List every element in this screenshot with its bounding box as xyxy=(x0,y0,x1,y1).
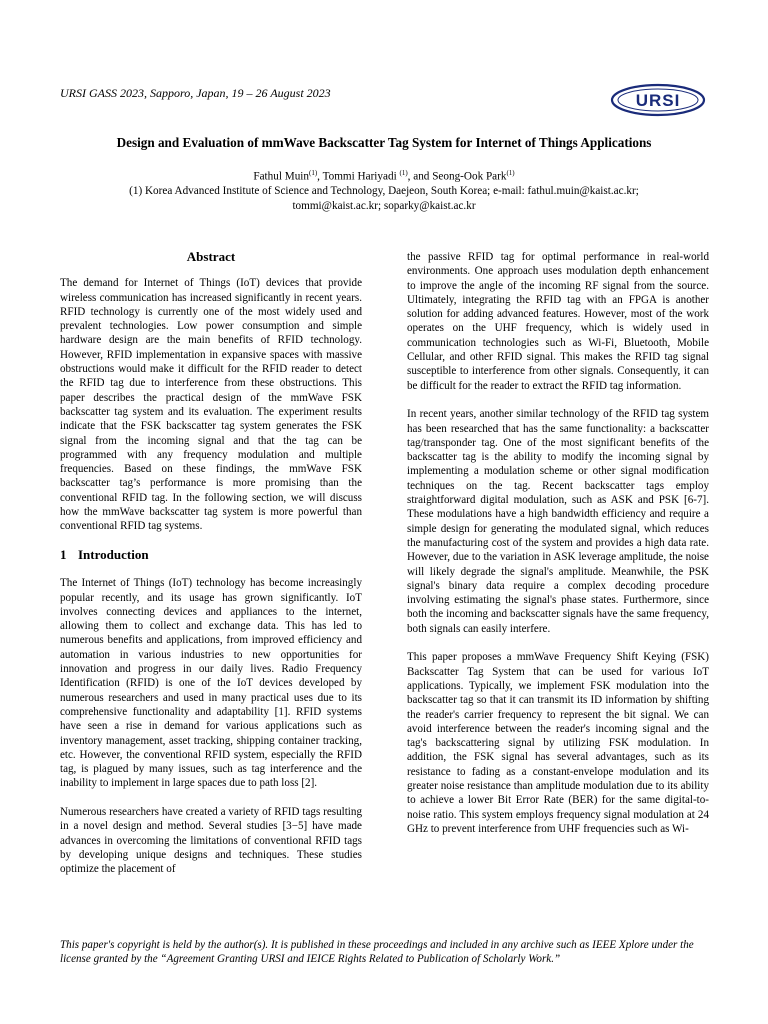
intro-paragraph-2: Numerous researchers have created a variety of RFID tags resulting in a novel design and method. Several studies [3−5] have made advances in overcoming the limitations of conventional RFID tags by developing unique designs and techniques. These studies optimize the placement of xyxy=(60,805,362,876)
author-block xyxy=(40,166,728,213)
ursi-logo xyxy=(608,80,708,120)
author-affiliation-mark: (1) xyxy=(309,169,318,177)
author-name: Fathul Muin xyxy=(253,170,309,183)
section-number: 1 xyxy=(60,546,67,562)
logo-text: URSI xyxy=(635,91,681,110)
author-affiliation-mark: (1) xyxy=(399,169,408,177)
abstract-text: The demand for Internet of Things (IoT) devices that provide wireless communication has increased significantly in recent years. RFID technology is currently one of the most widely used and prevalent technologies. Low power consumption and simple hardware design are the main benefits of RFID technology. However, RFID implementation in expansive spaces with massive obstructions would make it difficult for the RFID reader to detect the RFID tag due to interference from these obstructions. This paper describes the practical design of the mmWave FSK backscatter tag system and its evaluation. The experiment results indicate that the FSK backscatter tag system generates the FSK signal from the incoming signal and that the tag can be programmed with any frequency modulation and multiple frequencies. Based on these findings, the mmWave FSK backscatter tag’s performance is more promising than the conventional RFID tag. In the following section, we will discuss how the mmWave backscatter tag system is more powerful than conventional RFID tag systems. xyxy=(60,277,362,533)
intro-paragraph-4: In recent years, another similar technology of the RFID tag system has been researched that has the same functionality: a backscatter tag/transponder tag. One of the most significant benefits of the backscatter tag is the ability to modify the incoming signal by implementing a modulation scheme or other signal modification techniques on the tag. Recent backscatter tags employ straightforward digital modulation, such as ASK and PSK [6-7]. These modulations have a high bandwidth efficiency and require a simple design for generating the modulated signal, which reduces the manufacturing cost of the system and provides a high data rate. However, due to the variation in ASK leverage amplitude, the noise will likely degrade the signal's amplitude. Meanwhile, the PSK signal's binary data require a complex decoding procedure involving estimating the signal's phase states. Furthermore, since both the incoming and backscatter signals have the same frequency, both signals can easily interfere. xyxy=(407,408,709,635)
section-heading xyxy=(60,548,362,562)
intro-paragraph-1: The Internet of Things (IoT) technology has become increasingly popular recently, and its usage has grown significantly. IoT involves connecting devices and appliances to the internet, allowing them to collect and exchange data. This has led to numerous benefits and applications, from improved efficiency and automation in various industries to new opportunities for innovation and progress in our daily lives. Radio Frequency Identification (RFID) is one of the IoT devices developed by numerous researchers and used in many practical uses due to its comprehensive functionality and adaptability [1]. RFID systems have seen a rise in demand for various applications such as inventory management, asset tracking, shipping container tracking, etc. However, the conventional RFID system, especially the RFID tag, is plagued by many issues, such as tag interference and the inability to implement in large spaces due to path loss [2]. xyxy=(60,577,362,790)
conference-header: URSI GASS 2023, Sapporo, Japan, 19 – 26 August 2023 xyxy=(60,86,331,100)
affiliation-line: (1) Korea Advanced Institute of Science and Technology, Daejeon, South Korea; e-mail: fathul.muin@kaist.ac.kr; xyxy=(129,185,639,198)
author-names: Fathul Muin$^{(1)}$, Tommi Hariyadi $^{(1)}$, and Seong-Ook Park$^{(1)}$ xyxy=(253,169,515,183)
author-affiliation-mark: (1) xyxy=(506,169,515,177)
section-title: Introduction xyxy=(78,546,149,562)
left-column xyxy=(60,250,362,891)
affiliation-emails: tommi@kaist.ac.kr; soparky@kaist.ac.kr xyxy=(292,199,476,212)
author-name: Tommi Hariyadi xyxy=(322,170,400,183)
author-name: Seong-Ook Park xyxy=(432,170,507,183)
abstract-heading: Abstract xyxy=(186,249,236,264)
paper-title: Design and Evaluation of mmWave Backscatter Tag System for Internet of Things Applications xyxy=(116,135,652,150)
right-column xyxy=(407,250,709,850)
intro-paragraph-5: This paper proposes a mmWave Frequency Shift Keying (FSK) Backscatter Tag System that can be used for various IoT applications. Typically, we implement FSK modulation into the backscatter tag so that it can transmit its ID information by shifting the reader's carrier frequency to represent the bit signal. We can avoid interference between the reader's incoming signal and the tag's backscattering signal by utilizing FSK modulation. In addition, the FSK signal has several advantages, such as its resistance to fading as a constant-envelope modulation and its greater noise resistance than amplitude modulation due to its ability to achieve a lower Bit Error Rate (BER) for the same digital-to-noise ratio. This system employs frequency signal modulation at 24 GHz to prevent interference from UHF frequencies such as Wi- xyxy=(407,651,709,835)
copyright-notice: This paper's copyright is held by the author(s). It is published in these proceedings and included in any archive such as IEEE Xplore under the license granted by the “Agreement Granting URSI and IEICE Rights Related to Publication of Scholarly Work.” xyxy=(60,939,694,966)
intro-paragraph-3: the passive RFID tag for optimal performance in real-world environments. One approach uses modulation depth enhancement to improve the angle of the incoming RF signal from the source. Ultimately, integrating the RFID tag with an FPGA is another solution for adding advanced features. However, most of the work operates on the UHF frequency, which is widely used in communication technologies such as Wi-Fi, Bluetooth, Mobile Cellular, and other RFID signal. This makes the RFID tag signal susceptible to interference from other signals. Consequently, it can be difficult for the reader to extract the RFID tag information. xyxy=(407,251,709,392)
